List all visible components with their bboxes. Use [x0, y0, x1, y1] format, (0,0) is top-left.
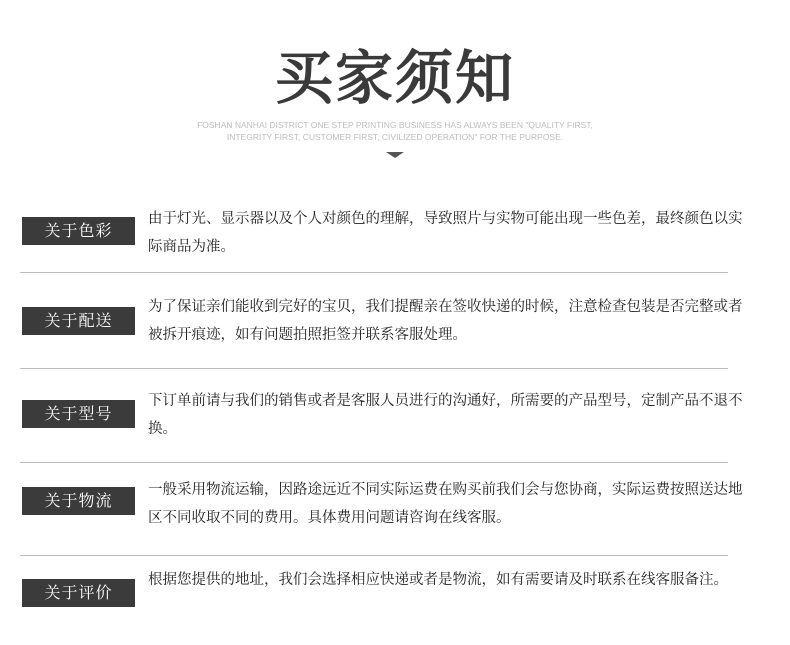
divider [20, 462, 728, 463]
section-label: 关于色彩 [22, 217, 135, 245]
section-label: 关于物流 [22, 487, 135, 515]
section-label: 关于评价 [22, 579, 135, 607]
section-text: 为了保证亲们能收到完好的宝贝，我们提醒亲在签收快递的时候，注意检查包装是否完整或者被拆开痕迹，如有问题拍照拒签并联系客服处理。 [148, 299, 743, 343]
section-text: 一般采用物流运输，因路途远近不同实际运费在购买前我们会与您协商，实际运费按照送达地区不同收取不同的费用。具体费用问题请咨询在线客服。 [148, 482, 743, 526]
subtitle [0, 119, 790, 143]
divider [20, 555, 728, 556]
section-text: 由于灯光、显示器以及个人对颜色的理解，导致照片与实物可能出现一些色差，最终颜色以实际商品为准。 [148, 211, 743, 255]
section-label: 关于配送 [22, 307, 135, 335]
subtitle-line-2: INTEGRITY FIRST, CUSTOMER FIRST, CIVILIZED OPERATION" FOR THE PURPOSE. [226, 132, 564, 142]
page-title: 买家须知 [274, 44, 515, 112]
divider [20, 368, 728, 369]
section-text: 下订单前请与我们的销售或者是客服人员进行的沟通好，所需要的产品型号，定制产品不退不换。 [148, 393, 743, 437]
divider [20, 272, 728, 273]
down-arrow-icon [386, 152, 404, 158]
section-label: 关于型号 [22, 400, 135, 428]
section-text: 根据您提供的地址，我们会选择相应快递或者是物流，如有需要请及时联系在线客服备注。 [148, 572, 728, 588]
subtitle-line-1: FOSHAN NANHAI DISTRICT ONE STEP PRINTING BUSINESS HAS ALWAYS BEEN "QUALITY FIRST, [197, 120, 593, 130]
